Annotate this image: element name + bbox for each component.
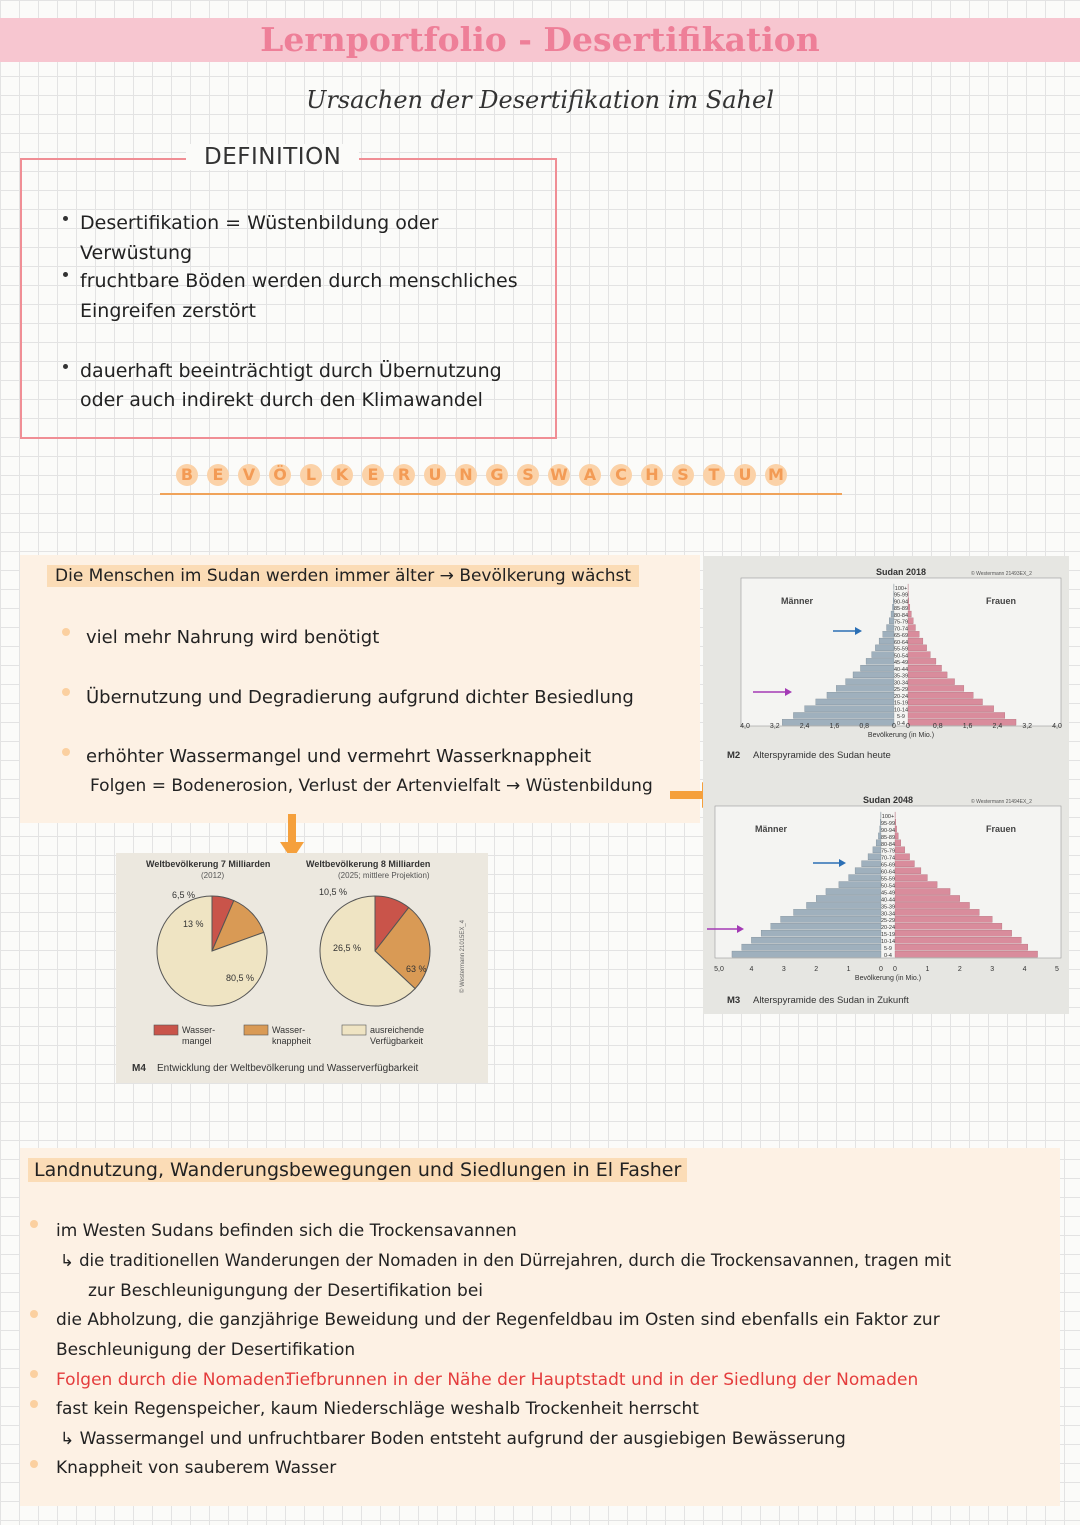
age-label: 75-79 [880,848,896,855]
bar-men [846,679,894,685]
axis-tick: 0 [879,966,883,973]
bullet-icon [30,1460,38,1468]
age-label: 95-99 [893,592,909,599]
bar-women [895,888,950,894]
age-label: 5-9 [884,946,892,953]
age-label: 35-39 [893,673,909,680]
bar-women [908,665,942,671]
age-label: 85-89 [893,606,909,613]
age-label: 100+ [881,813,895,820]
age-label: 60-64 [893,639,909,646]
legend-label: knappheit [272,1036,312,1046]
population-item: Übernutzung und Degradierung aufgrund dichter Besiedlung [86,687,634,708]
bar-women [908,604,910,610]
bar-women [908,712,1005,718]
credit-text: © Westermann 21494EX_2 [971,799,1032,805]
age-label: 10-14 [893,707,909,714]
bar-women [895,868,921,874]
axis-tick: 4,0 [740,723,750,730]
page-title: Lernportfolio - Desertifikation [260,20,820,59]
pie-value-label: 80,5 % [226,973,255,983]
axis-tick: 5 [1055,966,1059,973]
bar-men [793,712,894,718]
age-label: 30-34 [880,911,896,918]
bar-men [742,944,881,950]
heading-letter: A [579,464,601,486]
land-use-item: fast kein Regenspeicher, kaum Niederschläge weshalb Trockenheit herrscht [56,1399,699,1419]
pie-value-label: 10,5 % [319,887,348,897]
legend-swatch [342,1025,366,1035]
bullet-icon [63,216,68,221]
pie-value-label: 63 % [406,964,427,974]
legend-label: mangel [182,1036,212,1046]
figure-caption: Alterspyramide des Sudan in Zukunft [753,995,909,1006]
bar-women [908,679,955,685]
heading-letter: H [641,464,663,486]
age-label: 65-69 [893,633,909,640]
bar-men [879,638,894,644]
axis-tick: 0,8 [932,723,943,730]
bar-men [866,658,894,664]
bar-men [805,706,894,712]
heading-letter: U [734,464,756,486]
age-label: 45-49 [880,890,896,897]
age-label: 80-84 [880,841,896,848]
age-label: 95-99 [880,820,896,827]
bullet-icon [30,1400,38,1408]
axis-tick: 3,2 [1022,723,1033,730]
bar-women [895,909,979,915]
pie-chart-card [116,853,488,1083]
bar-women [908,652,930,658]
bar-men [827,692,894,698]
page-subtitle: Ursachen der Desertifikation im Sahel [306,86,774,114]
bullet-icon [30,1220,38,1228]
heading-letter: L [300,464,322,486]
heading-letter: S [517,464,539,486]
axis-tick: 2,4 [799,723,810,730]
age-label: 70-74 [880,855,896,862]
bar-women [908,618,913,624]
figure-caption: Entwicklung der Weltbevölkerung und Wasserverfügbarkeit [157,1063,419,1074]
heading-letter: S [672,464,694,486]
age-label: 65-69 [880,862,896,869]
bar-women [908,631,919,637]
bar-men [862,861,881,867]
bar-women [895,951,1038,957]
bullet-icon [30,1310,38,1318]
bar-women [908,692,973,698]
age-label: 90-94 [893,599,909,606]
definition-item: oder auch indirekt durch den Klimawandel [80,389,483,411]
bar-women [895,861,914,867]
bar-women [895,937,1021,943]
axis-label: Bevölkerung (in Mio.) [867,732,935,739]
land-use-item: ↳ die traditionellen Wanderungen der Nomaden in den Dürrejahren, durch die Trockensavannen, tragen mit [60,1251,952,1270]
age-label: 25-29 [880,918,896,925]
age-label: 40-44 [880,897,896,904]
pie-subtitle: (2012) [201,871,225,880]
bar-women [908,645,927,651]
bar-women [908,625,915,631]
bar-men [781,916,881,922]
population-headline: Die Menschen im Sudan werden immer älter → Bevölkerung wächst [47,565,639,587]
bullet-icon [63,364,68,369]
definition-label: DEFINITION [186,144,359,170]
age-label: 25-29 [893,687,909,694]
bar-men [806,902,881,908]
bullet-icon [63,272,68,277]
figure-code: M3 [727,995,741,1006]
age-label: 100+ [894,585,908,592]
axis-tick: 1,6 [962,723,973,730]
credit-text: © Westermann 21015EX_4 [460,919,466,993]
legend-label: Wasser- [182,1025,216,1035]
axis-tick: 0 [892,723,896,730]
credit-text: © Westermann 21493EX_2 [971,571,1032,577]
land-use-item-red: Tiefbrunnen in der Nähe der Hauptstadt und in der Siedlung der Nomaden [285,1370,919,1390]
bar-women [908,611,911,617]
bar-women [908,685,964,691]
bar-women [895,895,960,901]
definition-item: Desertifikation = Wüstenbildung oder Verwüstung [80,212,439,264]
series-label-men: Männer [755,824,788,834]
bullet-icon [62,688,70,696]
bar-men [873,847,881,853]
bar-men [732,951,881,957]
land-use-item-red: Folgen durch die Nomaden: [56,1370,291,1390]
bar-men [855,868,881,874]
bar-women [895,819,896,825]
series-label-men: Männer [781,596,814,606]
bar-women [908,658,936,664]
heading-letter: K [331,464,353,486]
bar-women [895,916,992,922]
legend-label: Wasser- [272,1025,306,1035]
axis-tick: 0 [906,723,910,730]
bar-men [794,909,881,915]
axis-tick: 2 [814,966,819,973]
population-item: erhöhter Wassermangel und vermehrt Wasserknappheit [86,746,592,767]
land-use-item: Knappheit von sauberem Wasser [56,1458,337,1478]
figure-code: M4 [132,1063,146,1074]
heading-letter: E [362,464,384,486]
figure-code: M2 [727,750,741,761]
bar-men [826,888,881,894]
legend-label: ausreichende [370,1025,425,1035]
bar-women [895,854,910,860]
section-underline [160,493,842,495]
heading-letter: M [765,464,787,486]
axis-label: Bevölkerung (in Mio.) [854,975,922,982]
bar-women [895,902,970,908]
definition-item: Eingreifen zerstört [80,300,256,322]
bar-women [895,840,901,846]
bar-men [816,895,881,901]
bar-men [761,930,881,936]
age-label: 45-49 [893,660,909,667]
age-label: 0-4 [897,721,905,727]
bar-women [895,833,898,839]
land-use-item: die Abholzung, die ganzjährige Beweidung und der Regenfeldbau im Osten sind ebenfalls ein Faktor zur [56,1310,940,1330]
bar-men [883,631,894,637]
section-heading-bevoelkerungswachstum [176,464,787,486]
heading-letter: N [455,464,477,486]
bar-men [872,652,894,658]
age-label: 15-19 [893,700,909,707]
age-label: 15-19 [880,932,896,939]
age-label: 55-59 [893,646,909,653]
legend-swatch [244,1025,268,1035]
axis-tick: 3,2 [769,723,780,730]
age-label: 5-9 [897,714,905,721]
age-label: 20-24 [880,925,896,932]
age-label: 20-24 [893,693,909,700]
heading-letter: B [176,464,198,486]
axis-tick: 1 [925,966,930,973]
bar-women [895,875,927,881]
axis-tick: 4,0 [1052,723,1062,730]
bar-men [860,665,894,671]
pie-value-label: 26,5 % [333,943,362,953]
heading-letter: W [548,464,570,486]
bar-men [751,937,881,943]
age-label: 85-89 [880,834,896,841]
axis-tick: 4 [1022,966,1027,973]
age-label: 0-4 [884,953,892,959]
bar-women [908,638,923,644]
bar-men [875,645,894,651]
population-pyramids [703,556,1069,1014]
population-item: Folgen = Bodenerosion, Verlust der Artenvielfalt → Wüstenbildung [90,776,653,796]
bar-men [836,685,894,691]
bar-men [849,875,881,881]
population-item: viel mehr Nahrung wird benötigt [86,627,380,648]
figure-caption: Alterspyramide des Sudan heute [753,750,891,761]
age-label: 10-14 [880,939,896,946]
axis-tick: 0,8 [859,723,870,730]
pie-value-label: 13 % [183,919,204,929]
pie-title: Weltbevölkerung 7 Milliarden [146,859,271,869]
axis-tick: 2 [957,966,962,973]
axis-tick: 1,6 [829,723,840,730]
bullet-icon [30,1370,38,1378]
age-label: 70-74 [893,626,909,633]
age-label: 60-64 [880,869,896,876]
land-use-headline: Landnutzung, Wanderungsbewegungen und Siedlungen in El Fasher [28,1158,687,1182]
bar-men [839,882,881,888]
axis-tick: 3 [990,966,995,973]
age-label: 55-59 [880,876,896,883]
bar-women [895,930,1012,936]
definition-item: dauerhaft beeinträchtigt durch Übernutzung [80,360,502,382]
bar-women [895,944,1028,950]
land-use-item: im Westen Sudans befinden sich die Trockensavannen [56,1221,517,1241]
bar-women [908,598,909,604]
axis-tick: 1 [846,966,851,973]
heading-letter: G [486,464,508,486]
bar-men [853,672,894,678]
legend-swatch [154,1025,178,1035]
heading-letter: T [703,464,725,486]
axis-tick: 4 [749,966,754,973]
age-label: 50-54 [893,653,909,660]
bar-men [868,854,881,860]
heading-letter: C [610,464,632,486]
bar-men [887,625,894,631]
bullet-icon [62,748,70,756]
series-label-women: Frauen [986,824,1017,834]
bar-women [895,882,937,888]
age-label: 30-34 [893,680,909,687]
bar-women [895,923,1002,929]
age-label: 50-54 [880,883,896,890]
series-label-women: Frauen [986,596,1017,606]
land-use-item: ↳ Wassermangel und unfruchtbarer Boden entsteht aufgrund der ausgiebigen Bewässerung [60,1429,846,1449]
axis-tick: 5,0 [714,966,724,973]
pie-subtitle: (2025; mittlere Projektion) [338,871,430,880]
axis-tick: 0 [893,966,897,973]
pie-value-label: 6,5 % [172,890,196,900]
pyramid-charts [703,556,1069,1014]
age-label: 35-39 [880,904,896,911]
axis-tick: 3 [781,966,786,973]
definition-item: fruchtbare Böden werden durch menschliches [80,270,518,292]
heading-letter: E [207,464,229,486]
age-label: 80-84 [893,612,909,619]
pyramid-title: Sudan 2018 [875,567,927,577]
land-use-item: zur Beschleunigungung der Desertifikation bei [88,1281,484,1301]
age-label: 90-94 [880,827,896,834]
bar-women [908,672,947,678]
pie-title: Weltbevölkerung 8 Milliarden [306,859,431,869]
age-label: 40-44 [893,666,909,673]
bar-women [895,826,897,832]
legend-label: Verfügbarkeit [370,1036,424,1046]
bar-men [771,923,881,929]
bar-women [908,699,983,705]
pie-charts [116,853,488,1083]
bullet-icon [62,628,70,636]
land-use-item: Beschleunigung der Desertifikation [56,1340,356,1360]
axis-tick: 2,4 [992,723,1003,730]
heading-letter: V [238,464,260,486]
heading-letter: U [424,464,446,486]
bar-women [908,706,994,712]
age-label: 75-79 [893,619,909,626]
heading-letter: R [393,464,415,486]
pyramid-title: Sudan 2048 [862,795,914,805]
bar-women [895,847,905,853]
bar-men [816,699,894,705]
heading-letter: Ö [269,464,291,486]
